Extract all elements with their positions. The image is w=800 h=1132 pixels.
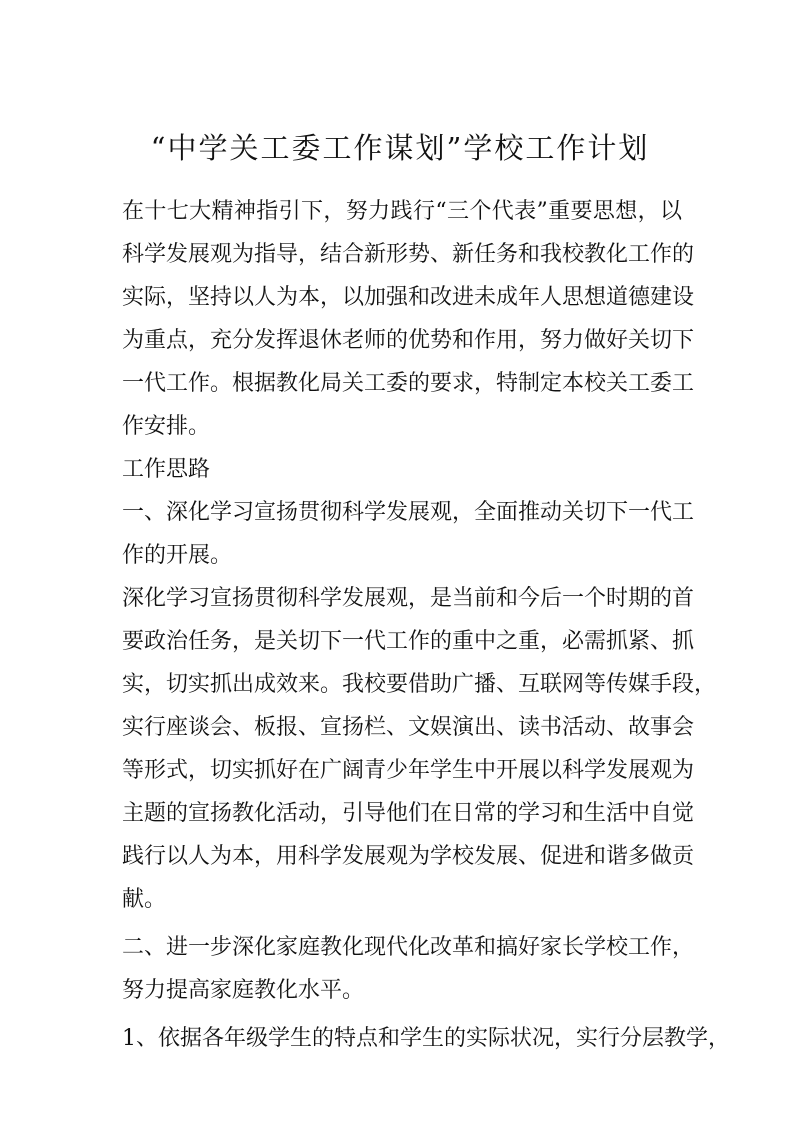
paragraph-1-line-1: 在十七大精神指引下，努力践行“三个代表”重要思想，以 — [122, 199, 682, 224]
paragraph-1-line-6: 作安排。 — [122, 414, 211, 439]
paragraph-4-line-3: 实，切实抓出成效来。我校要借助广播、互联网等传媒手段， — [122, 672, 717, 697]
section-heading-work-ideas: 工作思路 — [122, 457, 211, 482]
paragraph-4-line-4: 实行座谈会、板报、宣扬栏、文娱演出、读书活动、故事会 — [122, 715, 695, 740]
paragraph-4-line-5: 等形式，切实抓好在广阔青少年学生中开展以科学发展观为 — [122, 758, 695, 783]
paragraph-4-line-7: 践行以人为本，用科学发展观为学校发展、促进和谐多做贡 — [122, 844, 695, 869]
paragraph-4-line-2: 要政治任务，是关切下一代工作的重中之重，必需抓紧、抓 — [122, 629, 695, 654]
paragraph-3-line-1: 一、深化学习宣扬贯彻科学发展观，全面推动关切下一代工 — [122, 500, 695, 525]
paragraph-4-line-8: 献。 — [122, 887, 167, 912]
paragraph-1-line-2: 科学发展观为指导，结合新形势、新任务和我校教化工作的 — [122, 242, 695, 267]
paragraph-1-line-4: 为重点，充分发挥退休老师的优势和作用，努力做好关切下 — [122, 328, 695, 353]
paragraph-1-line-5: 一代工作。根据教化局关工委的要求，特制定本校关工委工 — [122, 371, 695, 396]
paragraph-3-line-2: 作的开展。 — [122, 543, 233, 568]
paragraph-1-line-3: 实际，坚持以人为本，以加强和改进未成年人思想道德建设 — [122, 285, 695, 310]
paragraph-5-line-2: 努力提高家庭教化水平。 — [122, 978, 365, 1003]
paragraph-4-line-6: 主题的宣扬教化活动，引导他们在日常的学习和生活中自觉 — [122, 801, 695, 826]
document-body — [122, 190, 730, 1060]
paragraph-4-line-1: 深化学习宣扬贯彻科学发展观，是当前和今后一个时期的首 — [122, 586, 695, 611]
document-title: “中学关工委工作谋划”学校工作计划 — [150, 131, 650, 165]
paragraph-5-line-1: 二、进一步深化家庭教化现代化改革和搞好家长学校工作， — [122, 935, 695, 960]
paragraph-6-line-1: 1、依据各年级学生的特点和学生的实际状况，实行分层教学， — [122, 1026, 730, 1051]
